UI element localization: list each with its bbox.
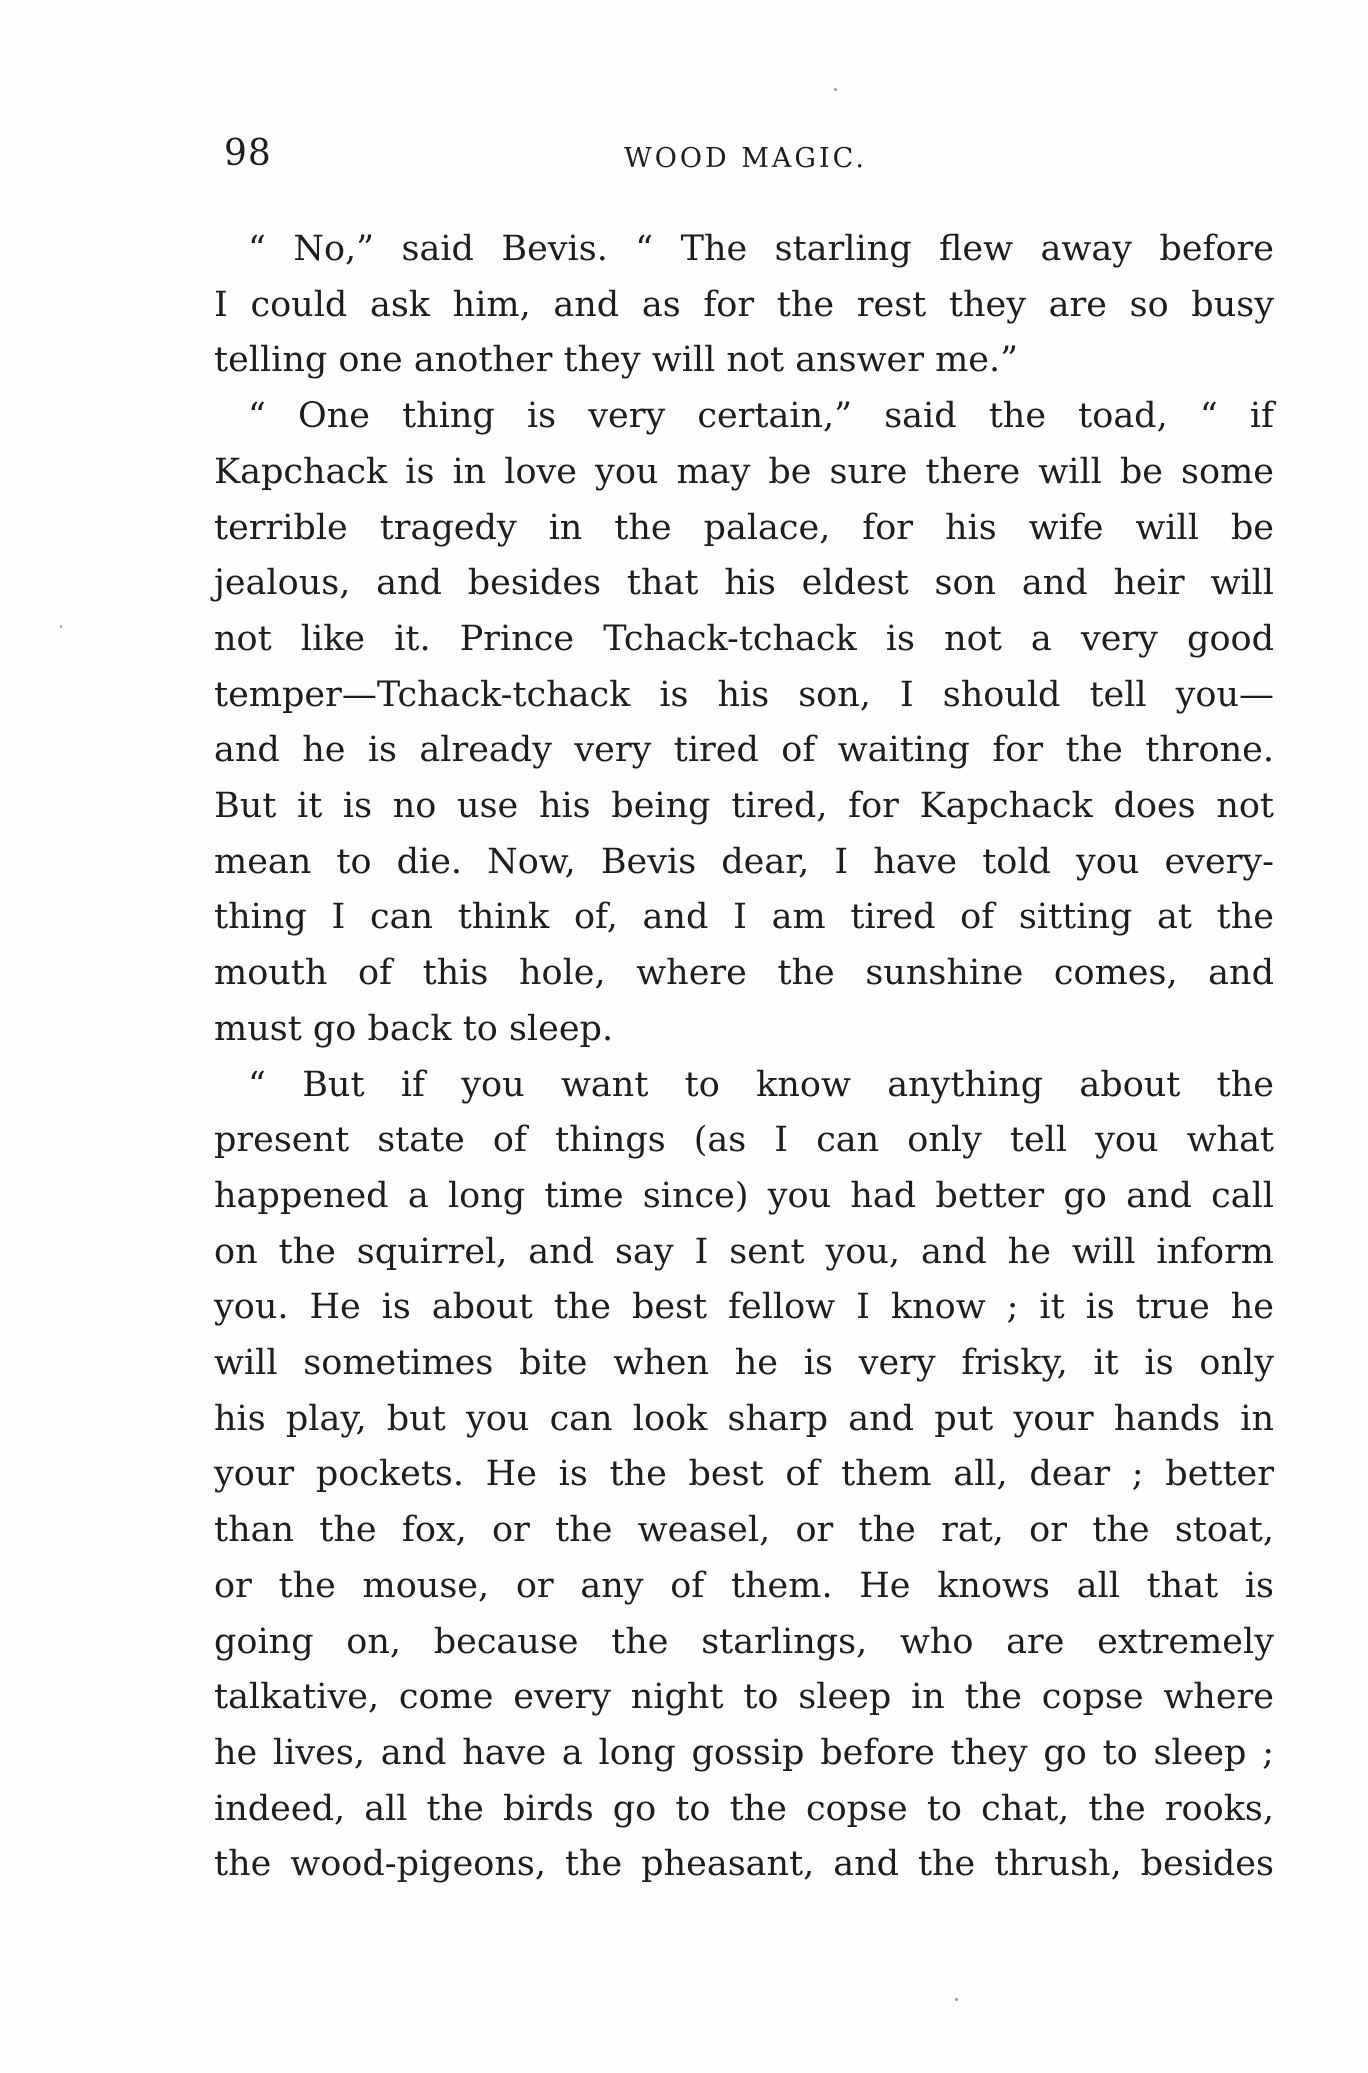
text-line: on the squirrel, and say I sent you, and he will inform (214, 1231, 1274, 1272)
page-body (214, 222, 1274, 1893)
text-line: your pockets. He is the best of them all, dear ; better (214, 1454, 1274, 1495)
paragraph (214, 1058, 1274, 1894)
page-header (224, 133, 1264, 183)
text-line: or the mouse, or any of them. He knows all that is (214, 1565, 1274, 1606)
text-line: indeed, all the birds go to the copse to chat, the rooks, (214, 1788, 1274, 1829)
text-line: “ But if you want to know anything about the (248, 1064, 1274, 1105)
text-line: I could ask him, and as for the rest they are so busy (214, 284, 1274, 325)
text-line: the wood-pigeons, the pheasant, and the thrush, besides (214, 1844, 1274, 1885)
text-line: he lives, and have a long gossip before they go to sleep ; (214, 1732, 1274, 1773)
text-line: Kapchack is in love you may be sure there will be some (214, 451, 1274, 492)
text-line: and he is already very tired of waiting for the throne. (214, 730, 1274, 771)
text-line: will sometimes bite when he is very frisky, it is only (214, 1343, 1274, 1384)
text-line: thing I can think of, and I am tired of sitting at the (214, 897, 1274, 938)
text-line: must go back to sleep. (214, 1008, 614, 1049)
text-line: present state of things (as I can only tell you what (214, 1120, 1274, 1161)
text-line: happened a long time since) you had better go and call (214, 1175, 1274, 1216)
text-line: “ One thing is very certain,” said the toad, “ if (248, 396, 1274, 437)
text-line: than the fox, or the weasel, or the rat, or the stoat, (214, 1510, 1274, 1551)
text-line: temper—Tchack-tchack is his son, I should tell you— (214, 674, 1274, 715)
paragraph (214, 222, 1274, 389)
page-number: 98 (224, 133, 272, 174)
running-title: WOOD MAGIC. (624, 143, 867, 174)
text-line: mean to die. Now, Bevis dear, I have told you every- (214, 841, 1274, 882)
text-line: telling one another they will not answer me.” (214, 340, 1019, 381)
text-line: “ No,” said Bevis. “ The starling flew away before (248, 229, 1274, 269)
text-line: not like it. Prince Tchack-tchack is not a very good (214, 618, 1274, 659)
paper-speck (834, 88, 837, 91)
text-line: mouth of this hole, where the sunshine comes, and (214, 953, 1274, 994)
text-line: But it is no use his being tired, for Kapchack does not (214, 786, 1274, 827)
text-line: going on, because the starlings, who are extremely (214, 1621, 1274, 1662)
text-line: jealous, and besides that his eldest son and heir will (214, 563, 1274, 604)
text-line: talkative, come every night to sleep in the copse where (214, 1677, 1274, 1718)
text-line: terrible tragedy in the palace, for his wife will be (214, 507, 1274, 548)
text-line: you. He is about the best fellow I know ; it is true he (214, 1287, 1274, 1328)
paper-speck (60, 625, 62, 628)
paper-speck (955, 1998, 958, 2001)
text-line: his play, but you can look sharp and put your hands in (214, 1398, 1274, 1439)
paragraph (214, 389, 1274, 1057)
